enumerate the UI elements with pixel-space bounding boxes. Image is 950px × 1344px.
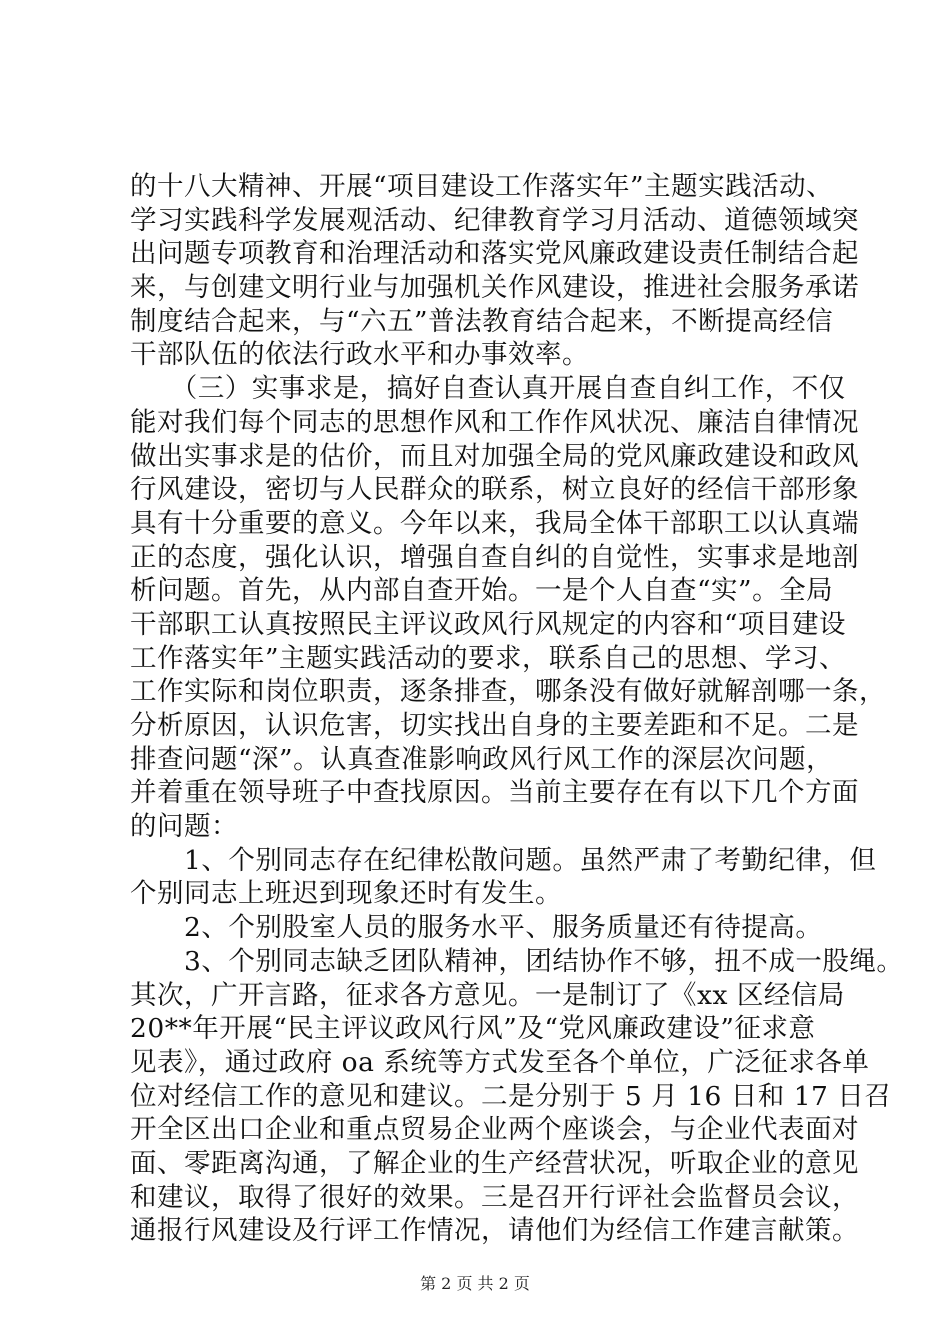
page-number-footer: 第 2 页 共 2 页: [420, 1274, 530, 1293]
text-line: 1、个别同志存在纪律松散问题。虽然严肃了考勤纪律，但: [130, 844, 877, 876]
text-line: 通报行风建设及行评工作情况，请他们为经信工作建言献策。: [130, 1215, 859, 1247]
text-line: 2、个别股室人员的服务水平、服务质量还有待提高。: [130, 912, 823, 944]
text-line: 的十八大精神、开展“项目建设工作落实年”主题实践活动、: [130, 171, 834, 202]
text-line: 来，与创建文明行业与加强机关作风建设，推进社会服务承诺: [130, 272, 859, 304]
text-line: 工作实际和岗位职责，逐条排查，哪条没有做好就解剖哪一条，: [130, 676, 886, 708]
text-line: （三）实事求是，搞好自查认真开展自查自纠工作，不仅: [130, 373, 846, 405]
text-line: 个别同志上班迟到现象还时有发生。: [130, 878, 562, 910]
text-line: 分析原因，认识危害，切实找出自身的主要差距和不足。二是: [130, 710, 859, 741]
text-line: 和建议，取得了很好的效果。三是召开行评社会监督员会议，: [130, 1181, 859, 1213]
text-line: 见表》，通过政府 oa 系统等方式发至各个单位，广泛征求各单: [130, 1046, 870, 1078]
text-line: 行风建设，密切与人民群众的联系，树立良好的经信干部形象: [130, 474, 859, 506]
text-line: 干部队伍的依法行政水平和办事效率。: [130, 339, 589, 371]
text-line: 工作落实年”主题实践活动的要求，联系自己的思想、学习、: [130, 642, 847, 674]
text-line: 的问题：: [130, 811, 238, 843]
text-line: 并着重在领导班子中查找原因。当前主要存在有以下几个方面: [130, 777, 859, 809]
text-line: 正的态度，强化认识，增强自查自纠的自觉性，实事求是地剖: [130, 541, 859, 573]
text-line: 做出实事求是的估价，而且对加强全局的党风廉政建设和政风: [130, 440, 859, 472]
text-line: 制度结合起来，与“六五”普法教育结合起来，不断提高经信: [130, 305, 834, 337]
text-line: 出问题专项教育和治理活动和落实党风廉政建设责任制结合起: [130, 238, 859, 270]
text-line: 开全区出口企业和重点贸易企业两个座谈会，与企业代表面对: [130, 1114, 859, 1146]
text-line: 干部职工认真按照民主评议政风行风规定的内容和“项目建设: [130, 608, 847, 640]
text-line: 20**年开展“民主评议政风行风”及“党风廉政建设”征求意: [130, 1013, 816, 1045]
text-line: 析问题。首先，从内部自查开始。一是个人自查“实”。全局: [130, 575, 834, 607]
text-line: 其次，广开言路，征求各方意见。一是制订了《xx 区经信局: [130, 979, 845, 1011]
text-line: 3、个别同志缺乏团队精神，团结协作不够，扭不成一股绳。: [130, 945, 904, 977]
text-line: 学习实践科学发展观活动、纪律教育学习月活动、道德领域突: [130, 204, 859, 236]
document-body: [130, 170, 904, 1248]
text-line: 位对经信工作的意见和建议。二是分别于 5 月 16 日和 17 日召: [130, 1080, 892, 1112]
text-line: 排查问题“深”。认真查准影响政风行风工作的深层次问题，: [130, 743, 834, 775]
text-line: 面、零距离沟通，了解企业的生产经营状况，听取企业的意见: [130, 1147, 859, 1179]
text-line: 具有十分重要的意义。今年以来，我局全体干部职工以认真端: [130, 507, 859, 539]
text-line: 能对我们每个同志的思想作风和工作作风状况、廉洁自律情况: [130, 406, 859, 438]
